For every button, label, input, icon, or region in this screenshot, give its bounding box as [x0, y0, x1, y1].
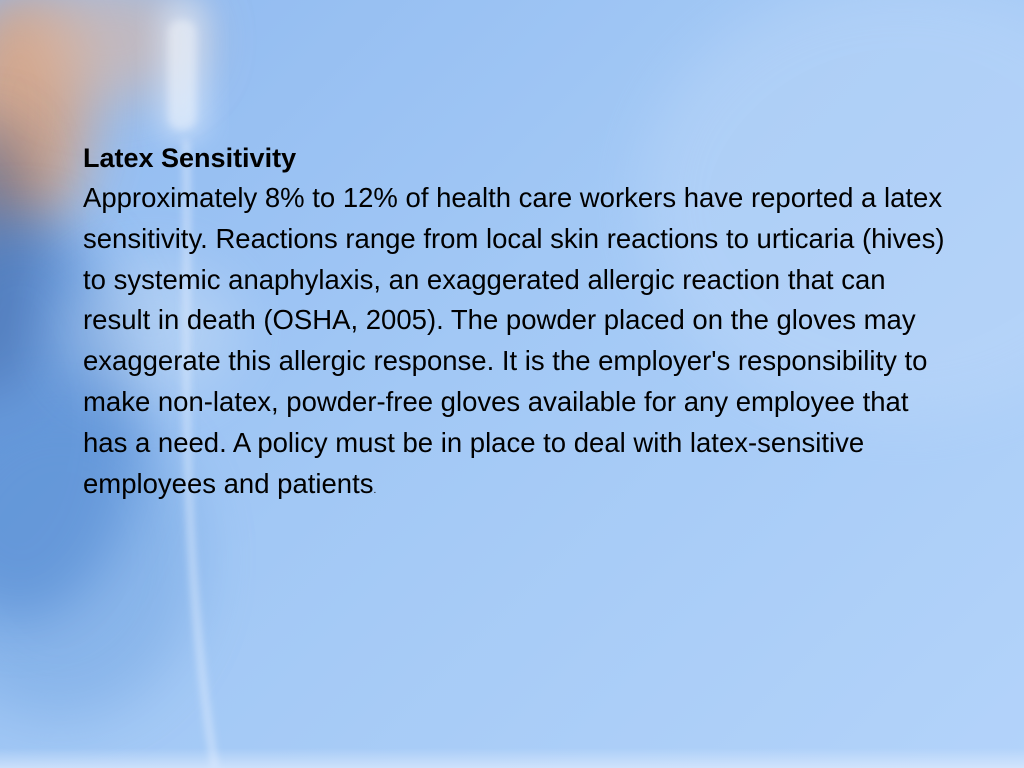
slide-body [83, 178, 953, 511]
slide-heading: Latex Sensitivity [83, 143, 297, 173]
slide-body-end: . [373, 484, 377, 496]
bottom-light-band [0, 748, 1024, 768]
slide-content [83, 138, 953, 511]
slide-body-text: Approximately 8% to 12% of health care workers have reported a latex sensitivity. Reactions range from local skin reactions to urticaria (hives) to systemic anaphylaxis, an exaggerated allergic reaction that can result in death (OSHA, 2005). The powder placed on the gloves may exaggerate this allergic response. It is the employer's responsibility to make non-latex, powder-free gloves available for any employee that has a need. A policy must be in place to deal with latex-sensitive employees and patients [83, 182, 945, 499]
